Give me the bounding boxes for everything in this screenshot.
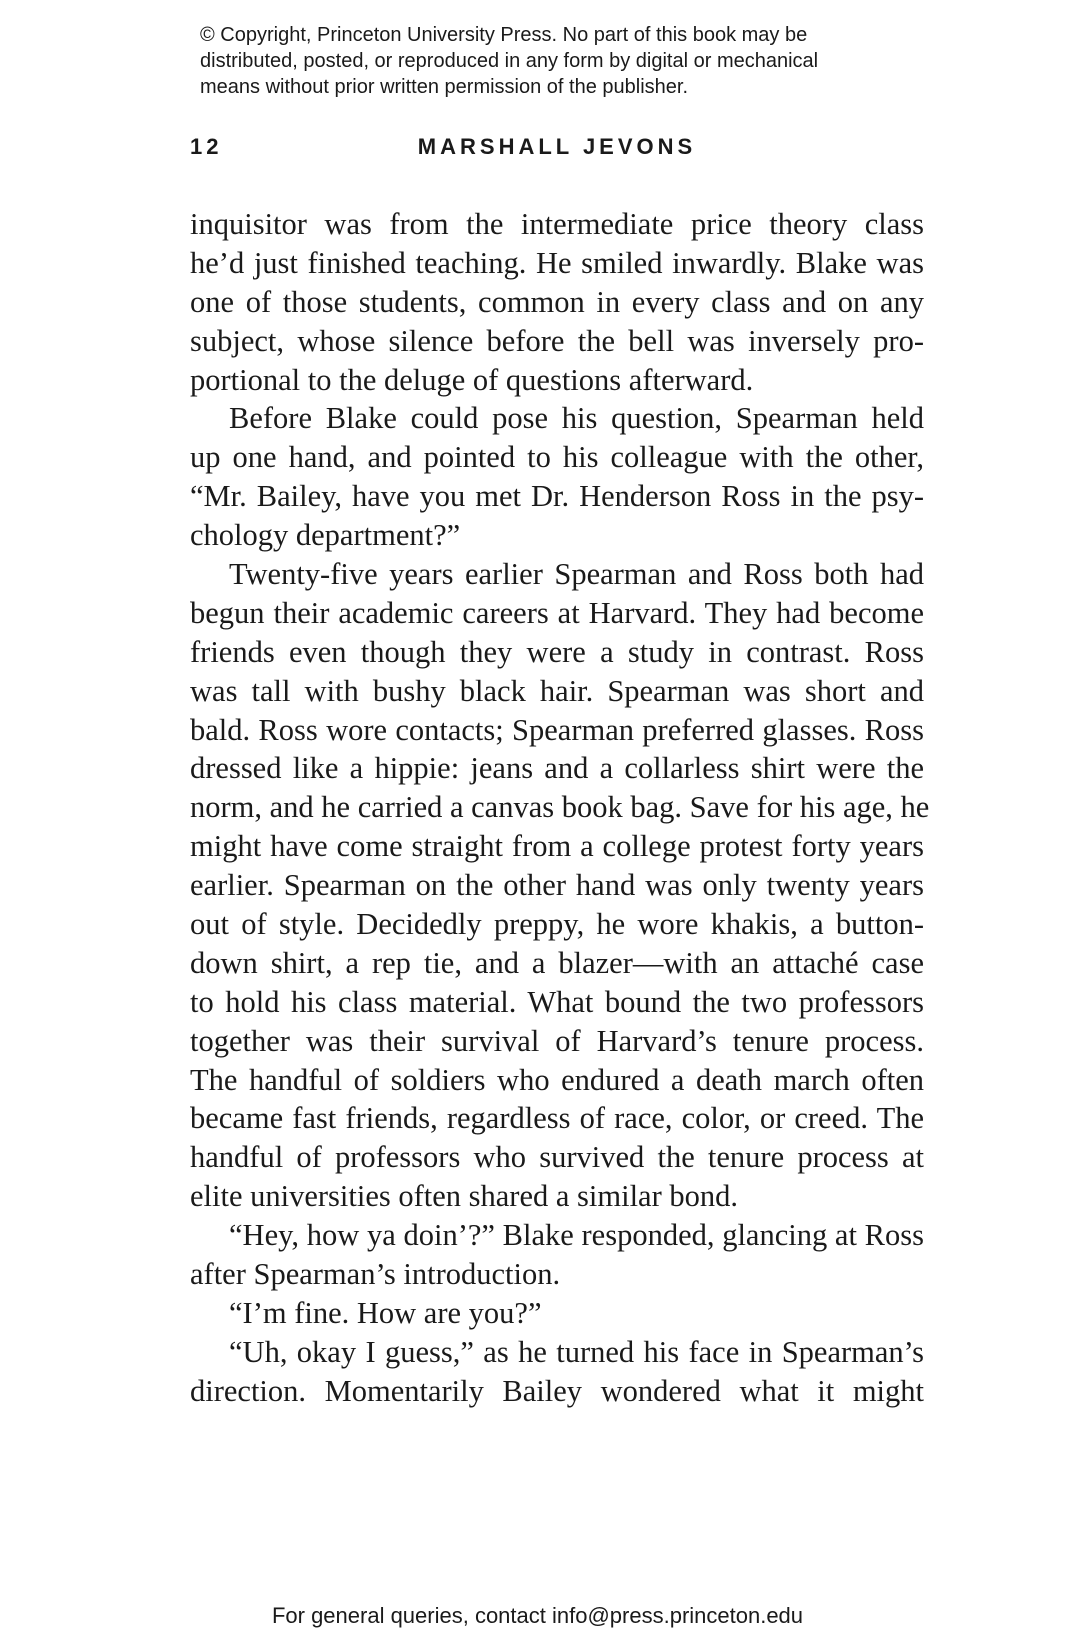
footer-contact: For general queries, contact info@press.princeton.edu [271,1603,804,1628]
text-line: Twenty-five years earlier Spearman and Ross both had [229,557,924,592]
text-line: together was their survival of Harvard’s tenure process. [190,1023,924,1058]
text-line: after Spearman’s introduction. [190,1257,561,1292]
text-line: he’d just finished teaching. He smiled inwardly. Blake was [190,245,924,280]
text-line: “Mr. Bailey, have you met Dr. Henderson Ross in the psy- [190,479,924,514]
running-head [190,134,924,164]
text-line: down shirt, a rep tie, and a blazer—with an attaché case [190,945,924,980]
text-line: chology department?” [190,518,461,553]
text-line: begun their academic careers at Harvard. They had become [190,595,924,630]
text-line: might have come straight from a college protest forty years [190,829,924,864]
page-number: 12 [190,134,223,159]
copyright-notice [200,22,920,100]
text-line: Before Blake could pose his question, Spearman held [229,401,924,436]
text-line: “I’m fine. How are you?” [229,1295,542,1330]
text-line: friends even though they were a study in contrast. Ross [190,634,924,669]
copyright-line: distributed, posted, or reproduced in any form by digital or mechanical [200,50,819,72]
text-line: was tall with bushy black hair. Spearman was short and [190,673,924,708]
copyright-line: means without prior written permission of the publisher. [200,76,689,98]
text-line: inquisitor was from the intermediate price theory class [190,207,924,241]
text-line: subject, whose silence before the bell was inversely pro- [190,323,924,358]
text-line: norm, and he carried a canvas book bag. Save for his age, he [190,790,930,825]
text-line: earlier. Spearman on the other hand was only twenty years [190,868,924,903]
text-line: portional to the deluge of questions afterward. [190,362,754,397]
running-head-title: MARSHALL JEVONS [417,134,697,159]
text-line: bald. Ross wore contacts; Spearman preferred glasses. Ross [190,712,924,747]
text-line: up one hand, and pointed to his colleague with the other, [190,440,924,475]
text-line: “Uh, okay I guess,” as he turned his face in Spearman’s [229,1334,924,1369]
text-line: elite universities often shared a similar bond. [190,1179,739,1214]
text-line: handful of professors who survived the tenure process at [190,1140,924,1175]
text-line: “Hey, how ya doin’?” Blake responded, glancing at Ross [229,1218,924,1253]
text-line: out of style. Decidedly preppy, he wore khakis, a button- [190,907,924,942]
text-line: to hold his class material. What bound the two professors [190,984,924,1019]
text-line: one of those students, common in every class and on any [190,284,924,319]
text-line: dressed like a hippie: jeans and a collarless shirt were the [190,751,924,786]
text-line: direction. Momentarily Bailey wondered what it might [190,1373,924,1408]
body-text [190,205,930,1411]
text-line: The handful of soldiers who endured a death march often [190,1062,924,1097]
copyright-line: © Copyright, Princeton University Press. No part of this book may be [200,24,808,46]
text-line: became fast friends, regardless of race, color, or creed. The [190,1101,924,1136]
